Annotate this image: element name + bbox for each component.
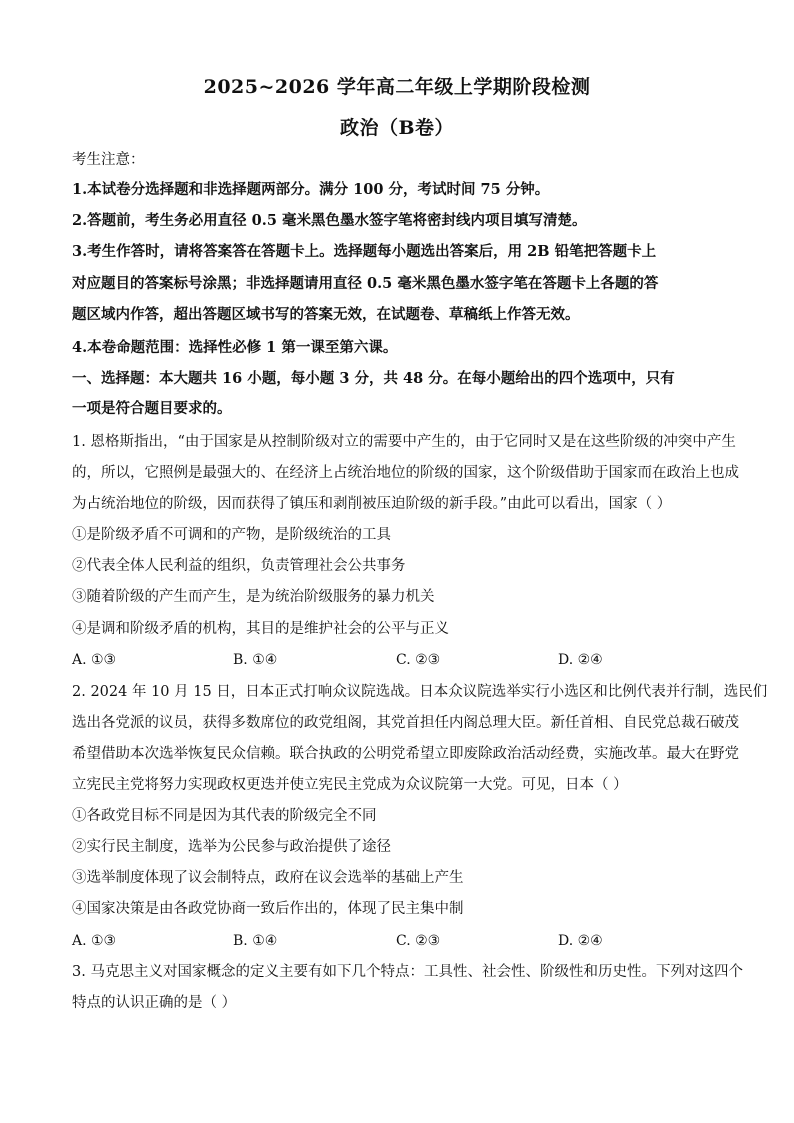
- notice-line: 3.考生作答时，请将答案答在答题卡上。选择题每小题选出答案后，用 2B 铅笔把答题卡上: [72, 243, 657, 260]
- question-2-item: ④国家决策是由各政党协商一致后作出的，体现了民主集中制: [72, 901, 464, 917]
- exam-subtitle: 政治（B卷）: [339, 117, 455, 139]
- question-2-item: ②实行民主制度，选举为公民参与政治提供了途径: [72, 839, 391, 855]
- question-1-stem: 为占统治地位的阶级，因而获得了镇压和剥削被压迫阶级的新手段。”由此可以看出，国家（ ）: [72, 496, 672, 512]
- question-1-item: ②代表全体人民利益的组织，负责管理社会公共事务: [72, 558, 406, 574]
- question-1-option-b[interactable]: B. ①④: [233, 652, 278, 668]
- question-2-option-d[interactable]: D. ②④: [558, 933, 603, 949]
- notice-line: 2.答题前，考生务必用直径 0.5 毫米黑色墨水签字笔将密封线内项目填写清楚。: [72, 212, 587, 229]
- question-1-item: ①是阶级矛盾不可调和的产物，是阶级统治的工具: [72, 527, 391, 543]
- question-2-item: ③选举制度体现了议会制特点，政府在议会选举的基础上产生: [72, 870, 464, 886]
- question-2-stem: 立宪民主党将努力实现政权更迭并使立宪民主党成为众议院第一大党。可见，日本（ ）: [72, 777, 628, 793]
- question-1-item: ④是调和阶级矛盾的机构，其目的是维护社会的公平与正义: [72, 621, 449, 637]
- exam-title: 2025~2026 学年高二年级上学期阶段检测: [203, 76, 591, 98]
- notice-line: 题区域内作答，超出答题区域书写的答案无效，在试题卷、草稿纸上作答无效。: [72, 306, 580, 323]
- notice-heading: 考生注意：: [72, 152, 145, 168]
- notice-line: 1.本试卷分选择题和非选择题两部分。满分 100 分，考试时间 75 分钟。: [72, 181, 550, 198]
- question-1-item: ③随着阶级的产生而产生，是为统治阶级服务的暴力机关: [72, 589, 435, 605]
- section-heading: 一项是符合题目要求的。: [72, 400, 232, 417]
- question-2-item: ①各政党目标不同是因为其代表的阶级完全不同: [72, 808, 377, 824]
- notice-line: 4.本卷命题范围：选择性必修 1 第一课至第六课。: [72, 339, 398, 356]
- question-2-stem: 选出各党派的议员，获得多数席位的政党组阁，其党首担任内阁总理大臣。新任首相、自民党总裁石破茂: [72, 715, 739, 731]
- section-heading: 一、选择题：本大题共 16 小题，每小题 3 分，共 48 分。在每小题给出的四个选项中，只有: [72, 370, 675, 387]
- question-2-option-b[interactable]: B. ①④: [233, 933, 278, 949]
- notice-line: 对应题目的答案标号涂黑；非选择题请用直径 0.5 毫米黑色墨水签字笔在答题卡上各题的答: [72, 275, 659, 292]
- question-2-option-c[interactable]: C. ②③: [396, 933, 441, 949]
- question-1-stem: 1. 恩格斯指出，“由于国家是从控制阶级对立的需要中产生的，由于它同时又是在这些阶级的冲突中产生: [72, 434, 736, 450]
- question-2-option-a[interactable]: A. ①③: [72, 933, 117, 949]
- question-1-option-c[interactable]: C. ②③: [396, 652, 441, 668]
- question-1-option-d[interactable]: D. ②④: [558, 652, 603, 668]
- question-2-stem: 希望借助本次选举恢复民众信赖。联合执政的公明党希望立即废除政治活动经费，实施改革。最大在野党: [72, 746, 739, 762]
- question-2-stem: 2. 2024 年 10 月 15 日，日本正式打响众议院选战。日本众议院选举实行小选区和比例代表并行制，选民们: [72, 684, 768, 700]
- question-3-stem: 3. 马克思主义对国家概念的定义主要有如下几个特点：工具性、社会性、阶级性和历史性。下列对这四个: [72, 964, 743, 980]
- question-1-stem: 的，所以，它照例是最强大的、在经济上占统治地位的阶级的国家，这个阶级借助于国家而在政治上也成: [72, 465, 739, 481]
- question-1-option-a[interactable]: A. ①③: [72, 652, 117, 668]
- question-3-stem: 特点的认识正确的是（ ）: [72, 995, 237, 1011]
